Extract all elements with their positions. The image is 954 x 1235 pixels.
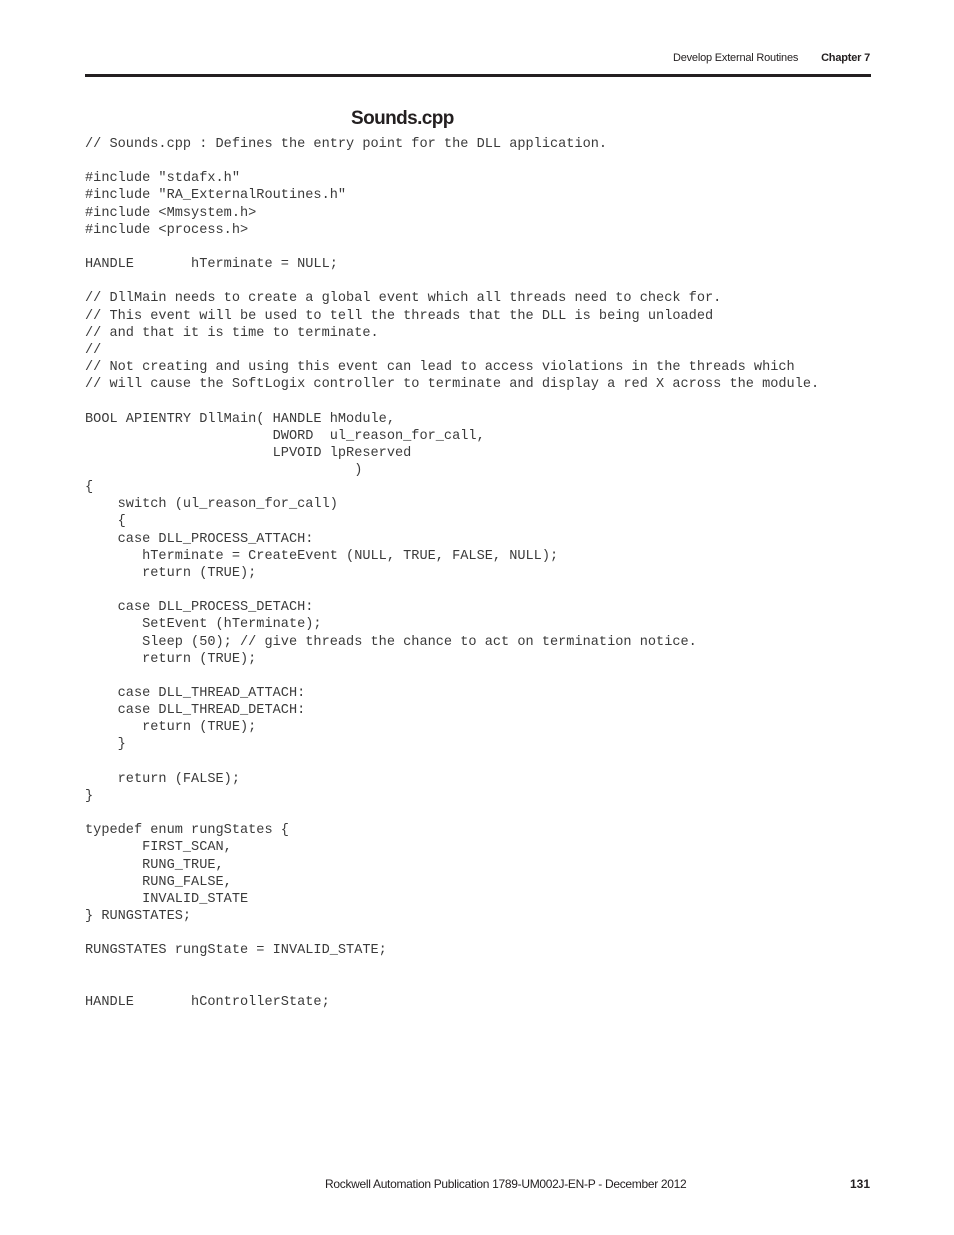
header-section-title: Develop External Routines [672,52,799,64]
code-listing: // Sounds.cpp : Defines the entry point for the DLL application. #include "stdafx.h" #include "RA_ExternalRoutines.h" #include <Mmsystem.h> #include <process.h> HANDLE hTerminate = NULL; // DllMain needs to create a global event which all threads need to check for. // This event will be used to tell the threads that the DLL is being unloaded // and that it is time to terminate. // // Not creating and using this event can lead to access violations in the threads which // will cause the SoftLogix controller to terminate and display a red X across the module. BOOL APIENTRY DllMain( HANDLE hModule, DWORD ul_reason_for_call, LPVOID lpReserved ) { switch (ul_reason_for_call) { case DLL_PROCESS_ATTACH: hTerminate = CreateEvent (NULL, TRUE, FALSE, NULL); return (TRUE); case DLL_PROCESS_DETACH: SetEvent (hTerminate); Sleep (50); // give threads the chance to act on termination notice. return (TRUE); case DLL_THREAD_ATTACH: case DLL_THREAD_DETACH: return (TRUE); } return (FALSE); } typedef enum rungStates { FIRST_SCAN, RUNG_TRUE, RUNG_FALSE, INVALID_STATE } RUNGSTATES; RUNGSTATES rungState = INVALID_STATE; HANDLE hControllerState; [85,137,820,1010]
footer-page-number: 131 [849,1177,870,1191]
page-title: Sounds.cpp [351,108,454,129]
running-header [673,52,870,64]
footer-publication: Rockwell Automation Publication 1789-UM002J-EN-P - December 2012 [325,1177,687,1191]
header-chapter-label: Chapter 7 [821,52,870,64]
header-divider [85,74,871,77]
